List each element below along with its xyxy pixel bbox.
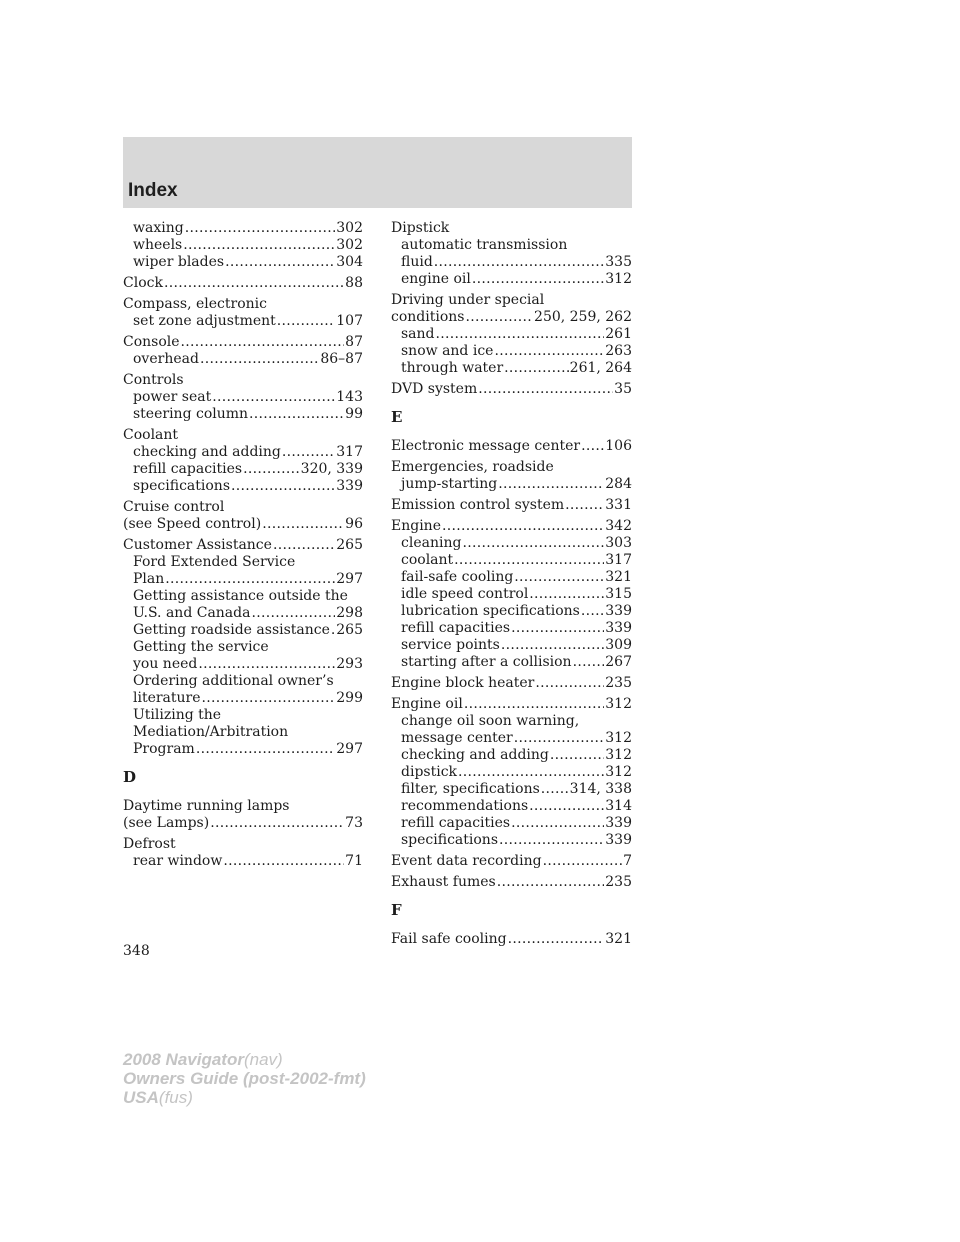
dot-leader: [210, 815, 344, 832]
page-reference: 298: [336, 605, 363, 621]
page-reference: 339: [605, 832, 632, 848]
index-subentry: [123, 724, 363, 741]
index-term: [391, 220, 632, 237]
footer-plain-text: (nav): [243, 1050, 283, 1069]
index-entry: [123, 296, 363, 330]
index-subentry: [123, 220, 363, 237]
index-header-band: [123, 137, 632, 208]
page-number: 348: [123, 943, 150, 959]
page-title: Index: [128, 180, 178, 201]
index-subentry: [123, 351, 363, 368]
entry-text: Getting roadside assistance: [133, 622, 330, 638]
dot-leader: [478, 381, 613, 398]
index-term: [123, 537, 363, 554]
index-subentry: [391, 620, 632, 637]
entry-text: Ordering additional owner’s: [133, 673, 334, 689]
index-entry: [391, 459, 632, 493]
page-reference: 342: [605, 518, 632, 534]
entry-text: power seat: [133, 389, 212, 405]
page-reference: 88: [345, 275, 363, 291]
section-letter: E: [391, 408, 403, 426]
entry-text: Defrost: [123, 836, 176, 852]
index-term: [123, 798, 363, 815]
dot-leader: [504, 360, 569, 377]
entry-text: coolant: [401, 552, 454, 568]
entry-text: specifications: [401, 832, 499, 848]
index-term: [123, 372, 363, 389]
dot-leader: [462, 535, 604, 552]
page-reference: 265: [336, 622, 363, 638]
index-entry: [391, 497, 632, 514]
dot-leader: [511, 815, 604, 832]
entry-text: U.S. and Canada: [133, 605, 251, 621]
page-reference: 99: [345, 406, 363, 422]
entry-text: Plan: [133, 571, 165, 587]
page-reference: 339: [605, 603, 632, 619]
dot-leader: [262, 516, 344, 533]
entry-text: Mediation/Arbitration: [133, 724, 289, 740]
index-entry: [391, 675, 632, 692]
page-reference: 314, 338: [569, 781, 632, 797]
page-reference: 312: [605, 764, 632, 780]
entry-text: Electronic message center: [391, 438, 581, 454]
dot-leader: [541, 781, 569, 798]
page-reference: 303: [605, 535, 632, 551]
footer-bold-text: 2008 Navigator: [123, 1050, 244, 1069]
index-subentry: [391, 832, 632, 849]
page-reference: 284: [605, 476, 632, 492]
page-reference: 297: [336, 571, 363, 587]
entry-text: Getting the service: [133, 639, 269, 655]
entry-text: wiper blades: [133, 254, 225, 270]
index-entry: [123, 275, 363, 292]
index-subentry: [123, 444, 363, 461]
entry-text: refill capacities: [133, 461, 243, 477]
index-term: [391, 497, 632, 514]
entry-text: (see Lamps): [123, 815, 210, 831]
section-letter: F: [391, 901, 402, 919]
index-term: [123, 815, 363, 832]
dot-leader: [436, 326, 605, 343]
dot-leader: [501, 637, 604, 654]
entry-text: Clock: [123, 275, 163, 291]
entry-text: Ford Extended Service: [133, 554, 296, 570]
index-subentry: [391, 343, 632, 360]
entry-text: through water: [401, 360, 504, 376]
index-entry: [123, 836, 363, 870]
dot-leader: [165, 571, 335, 588]
entry-text: Driving under special: [391, 292, 545, 308]
entry-text: DVD system: [391, 381, 478, 397]
dot-leader: [202, 690, 336, 707]
dot-leader: [529, 586, 604, 603]
index-subentry: [123, 622, 363, 639]
dot-leader: [573, 654, 605, 671]
index-term: [123, 499, 363, 516]
index-subentry: [391, 781, 632, 798]
index-term: [123, 296, 363, 313]
dot-leader: [454, 552, 604, 569]
entry-text: you need: [133, 656, 198, 672]
dot-leader: [465, 309, 533, 326]
index-subentry: [123, 639, 363, 656]
entry-text: cleaning: [401, 535, 462, 551]
entry-text: checking and adding: [401, 747, 549, 763]
dot-leader: [550, 747, 604, 764]
dot-leader: [185, 220, 336, 237]
index-term: [391, 853, 632, 870]
entry-text: message center: [401, 730, 513, 746]
page-reference: 312: [605, 730, 632, 746]
index-subentry: [123, 656, 363, 673]
page-reference: 299: [336, 690, 363, 706]
index-entry: [123, 798, 363, 832]
index-subentry: [123, 588, 363, 605]
index-column-right: [391, 220, 632, 952]
index-entry: [391, 931, 632, 948]
index-subentry: [391, 360, 632, 377]
dot-leader: [442, 518, 604, 535]
dot-leader: [565, 497, 604, 514]
page-reference: 312: [605, 747, 632, 763]
index-entry: [391, 853, 632, 870]
entry-text: wheels: [133, 237, 183, 253]
index-term: [391, 292, 632, 309]
entry-text: literature: [133, 690, 201, 706]
index-entry: [123, 537, 363, 758]
entry-text: Emission control system: [391, 497, 565, 513]
dot-leader: [331, 622, 335, 639]
dot-leader: [543, 853, 622, 870]
entry-text: snow and ice: [401, 343, 494, 359]
index-subentry: [123, 741, 363, 758]
index-subentry: [123, 406, 363, 423]
entry-text: set zone adjustment: [133, 313, 276, 329]
index-term: [391, 675, 632, 692]
dot-leader: [434, 254, 604, 271]
dot-leader: [529, 798, 604, 815]
index-subentry: [391, 713, 632, 730]
index-subentry: [123, 605, 363, 622]
dot-leader: [508, 931, 605, 948]
page-reference: 265: [336, 537, 363, 553]
footer-line: [123, 1069, 366, 1088]
dot-leader: [494, 343, 604, 360]
dot-leader: [277, 313, 335, 330]
index-subentry: [391, 637, 632, 654]
dot-leader: [458, 764, 604, 781]
page-reference: 263: [605, 343, 632, 359]
index-entry: [123, 427, 363, 495]
index-term: [123, 334, 363, 351]
index-term: [391, 696, 632, 713]
dot-leader: [499, 832, 604, 849]
entry-text: rear window: [133, 853, 223, 869]
index-term: [391, 309, 632, 326]
page-reference: 35: [614, 381, 632, 397]
index-term: [391, 438, 632, 455]
index-entry: [391, 438, 632, 455]
index-subentry: [391, 586, 632, 603]
index-subentry: [391, 271, 632, 288]
index-subentry: [391, 476, 632, 493]
dot-leader: [251, 605, 335, 622]
index-term: [123, 275, 363, 292]
page-reference: 312: [605, 696, 632, 712]
index-entry: [391, 518, 632, 671]
entry-text: steering column: [133, 406, 249, 422]
entry-text: checking and adding: [133, 444, 281, 460]
footer-bold-text: USA: [123, 1088, 159, 1107]
entry-text: service points: [401, 637, 500, 653]
index-subentry: [123, 237, 363, 254]
dot-leader: [225, 254, 335, 271]
index-subentry: [391, 326, 632, 343]
footer-line: [123, 1050, 366, 1069]
dot-leader: [581, 438, 604, 455]
document-footer: [123, 1050, 366, 1107]
index-term: [123, 427, 363, 444]
index-entry: [391, 220, 632, 288]
index-subentry: [123, 853, 363, 870]
index-subentry: [123, 571, 363, 588]
entry-text: filter, specifications: [401, 781, 540, 797]
page-reference: 312: [605, 271, 632, 287]
index-entry: [391, 874, 632, 891]
page-reference: 261: [605, 326, 632, 342]
entry-text: Event data recording: [391, 853, 542, 869]
index-subentry: [123, 478, 363, 495]
dot-leader: [223, 853, 344, 870]
entry-text: dipstick: [401, 764, 458, 780]
page-reference: 321: [605, 931, 632, 947]
entry-text: Dipstick: [391, 220, 450, 236]
entry-text: Engine: [391, 518, 441, 534]
page-reference: 317: [336, 444, 363, 460]
dot-leader: [497, 874, 605, 891]
index-subentry: [123, 313, 363, 330]
page-reference: 96: [345, 516, 363, 532]
page-reference: 317: [605, 552, 632, 568]
index-term: [123, 836, 363, 853]
page-reference: 267: [605, 654, 632, 670]
dot-leader: [282, 444, 335, 461]
page-reference: 261, 264: [569, 360, 632, 376]
entry-text: Getting assistance outside the: [133, 588, 348, 604]
dot-leader: [249, 406, 344, 423]
page-reference: 235: [605, 675, 632, 691]
index-subentry: [123, 461, 363, 478]
dot-leader: [212, 389, 335, 406]
page-reference: 320, 339: [300, 461, 363, 477]
entry-text: Console: [123, 334, 180, 350]
entry-text: Fail safe cooling: [391, 931, 507, 947]
index-subentry: [123, 554, 363, 571]
page-reference: 321: [605, 569, 632, 585]
entry-text: (see Speed control): [123, 516, 262, 532]
entry-text: lubrication specifications: [401, 603, 580, 619]
entry-text: Program: [133, 741, 195, 757]
index-term: [391, 518, 632, 535]
entry-text: waxing: [133, 220, 184, 236]
dot-leader: [183, 237, 335, 254]
page-reference: 304: [336, 254, 363, 270]
dot-leader: [231, 478, 335, 495]
entry-text: Controls: [123, 372, 184, 388]
page-reference: 87: [345, 334, 363, 350]
footer-plain-text: (fus): [158, 1088, 193, 1107]
page-reference: 107: [336, 313, 363, 329]
index-subentry: [391, 764, 632, 781]
page-reference: 314: [605, 798, 632, 814]
entry-text: Compass, electronic: [123, 296, 267, 312]
page-reference: 297: [336, 741, 363, 757]
dot-leader: [181, 334, 345, 351]
index-term: [391, 874, 632, 891]
index-subentry: [391, 569, 632, 586]
dot-leader: [196, 741, 335, 758]
entry-text: Customer Assistance: [123, 537, 272, 553]
index-subentry: [123, 690, 363, 707]
section-letter: D: [123, 768, 137, 786]
index-entry: [123, 372, 363, 423]
entry-text: fail-safe cooling: [401, 569, 514, 585]
index-subentry: [391, 603, 632, 620]
entry-text: refill capacities: [401, 815, 511, 831]
entry-text: automatic transmission: [401, 237, 568, 253]
page-reference: 250, 259, 262: [534, 309, 632, 325]
page-reference: 331: [605, 497, 632, 513]
dot-leader: [243, 461, 300, 478]
entry-text: Utilizing the: [133, 707, 222, 723]
page-reference: 73: [345, 815, 363, 831]
page-reference: 7: [623, 853, 632, 869]
index-subentry: [391, 535, 632, 552]
index-subentry: [123, 254, 363, 271]
dot-leader: [498, 476, 604, 493]
entry-text: recommendations: [401, 798, 529, 814]
page-reference: 71: [345, 853, 363, 869]
entry-text: Engine oil: [391, 696, 463, 712]
index-term: [391, 381, 632, 398]
page-reference: 86–87: [320, 351, 363, 367]
footer-line: [123, 1088, 366, 1107]
index-subentry: [123, 389, 363, 406]
page-reference: 293: [336, 656, 363, 672]
index-entry: [391, 292, 632, 377]
entry-text: idle speed control: [401, 586, 529, 602]
dot-leader: [514, 730, 605, 747]
page-reference: 339: [336, 478, 363, 494]
page-reference: 235: [605, 874, 632, 890]
index-entry: [391, 696, 632, 849]
entry-text: starting after a collision: [401, 654, 572, 670]
entry-text: specifications: [133, 478, 231, 494]
page-reference: 335: [605, 254, 632, 270]
page-reference: 106: [605, 438, 632, 454]
dot-leader: [581, 603, 604, 620]
entry-text: sand: [401, 326, 435, 342]
entry-text: change oil soon warning,: [401, 713, 580, 729]
page-reference: 302: [336, 220, 363, 236]
index-entry: [123, 499, 363, 533]
page-reference: 309: [605, 637, 632, 653]
page-reference: 339: [605, 620, 632, 636]
entry-text: Emergencies, roadside: [391, 459, 554, 475]
page-reference: 143: [336, 389, 363, 405]
footer-bold-text: Owners Guide (post-2002-fmt): [123, 1069, 366, 1088]
page-reference: 302: [336, 237, 363, 253]
index-entry: [391, 381, 632, 398]
entry-text: refill capacities: [401, 620, 511, 636]
index-subentry: [391, 237, 632, 254]
index-entry: [123, 334, 363, 368]
dot-leader: [511, 620, 604, 637]
entry-text: fluid: [401, 254, 433, 270]
entry-text: jump-starting: [401, 476, 498, 492]
entry-text: conditions: [391, 309, 465, 325]
index-subentry: [123, 673, 363, 690]
index-subentry: [391, 747, 632, 764]
entry-text: Exhaust fumes: [391, 874, 496, 890]
index-subentry: [391, 815, 632, 832]
dot-leader: [200, 351, 319, 368]
dot-leader: [535, 675, 604, 692]
index-term: [123, 516, 363, 533]
entry-text: engine oil: [401, 271, 471, 287]
dot-leader: [514, 569, 604, 586]
entry-text: overhead: [133, 351, 199, 367]
dot-leader: [198, 656, 335, 673]
dot-leader: [164, 275, 344, 292]
dot-leader: [472, 271, 604, 288]
index-term: [391, 931, 632, 948]
entry-text: Daytime running lamps: [123, 798, 290, 814]
index-entry: [123, 220, 363, 271]
dot-leader: [464, 696, 604, 713]
entry-text: Engine block heater: [391, 675, 535, 691]
index-subentry: [391, 730, 632, 747]
index-subentry: [391, 654, 632, 671]
page-reference: 315: [605, 586, 632, 602]
index-column-left: [123, 220, 363, 874]
index-subentry: [123, 707, 363, 724]
index-subentry: [391, 254, 632, 271]
page-reference: 339: [605, 815, 632, 831]
index-subentry: [391, 552, 632, 569]
index-subentry: [391, 798, 632, 815]
entry-text: Coolant: [123, 427, 179, 443]
entry-text: Cruise control: [123, 499, 225, 515]
index-term: [391, 459, 632, 476]
dot-leader: [273, 537, 335, 554]
